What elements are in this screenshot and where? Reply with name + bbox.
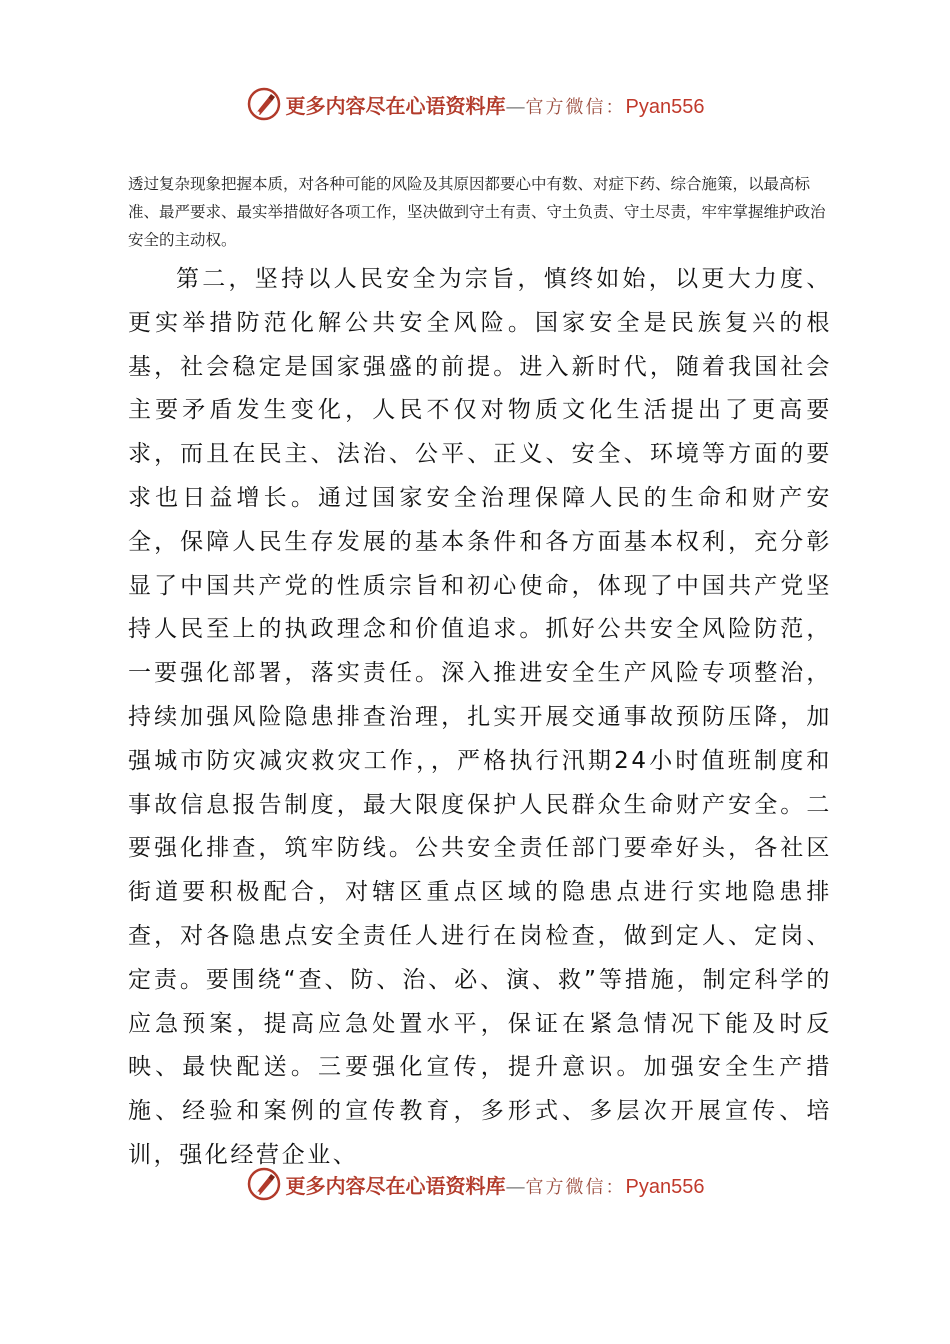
- banner-text: [286, 1170, 705, 1199]
- header-banner: [0, 84, 950, 124]
- main-paragraph: 第二，坚持以人民安全为宗旨，慎终如始，以更大力度、更实举措防范化解公共安全风险。国家安全是民族复兴的根基，社会稳定是国家强盛的前提。进入新时代，随着我国社会主要矛盾发生变化，人民不仅对物质文化生活提出了更高要求，而且在民主、法治、公平、正义、安全、环境等方面的要求也日益增长。通过国家安全治理保障人民的生命和财产安全，保障人民生存发展的基本条件和各方面基本权利，充分彰显了中国共产党的性质宗旨和初心使命，体现了中国共产党坚持人民至上的执政理念和价值追求。抓好公共安全风险防范，一要强化部署，落实责任。深入推进安全生产风险专项整治，持续加强风险隐患排查治理，扎实开展交通事故预防压降，加强城市防灾减灾救灾工作，，严格执行汛期24小时值班制度和事故信息报告制度，最大限度保护人民群众生命财产安全。二要强化排查，筑牢防线。公共安全责任部门要牵好头，各社区街道要积极配合，对辖区重点区域的隐患点进行实地隐患排查，对各隐患点安全责任人进行在岗检查，做到定人、定岗、定责。要围绕“查、防、治、必、演、救”等措施，制定科学的应急预案，提高应急处置水平，保证在紧急情况下能及时反映、最快配送。三要强化宣传，提升意识。加强安全生产措施、经验和案例的宣传教育，多形式、多层次开展宣传、培训，强化经营企业、: [128, 266, 832, 1168]
- banner-wechat-label: 官方微信：: [525, 1176, 626, 1198]
- pen-logo-icon: [246, 1166, 282, 1202]
- banner-wechat-id: Pyan556: [625, 95, 705, 118]
- banner-dash: —: [505, 1173, 526, 1198]
- banner-dash: —: [505, 93, 526, 118]
- banner-main-text: 更多内容尽在心语资料库: [285, 1173, 506, 1198]
- banner-wechat-id: Pyan556: [625, 1175, 705, 1198]
- banner-main-text: 更多内容尽在心语资料库: [285, 93, 506, 118]
- footer-banner: [0, 1164, 950, 1204]
- banner-wechat-label: 官方微信：: [525, 96, 626, 118]
- banner-text: [286, 90, 705, 119]
- carryover-paragraph: 透过复杂现象把握本质，对各种可能的风险及其原因都要心中有数、对症下药、综合施策，以最高标准、最严要求、最实举措做好各项工作，坚决做到守土有责、守土负责、守土尽责，牢牢掌握维护政治安全的主动权。: [128, 175, 826, 249]
- pen-logo-icon: [246, 86, 282, 122]
